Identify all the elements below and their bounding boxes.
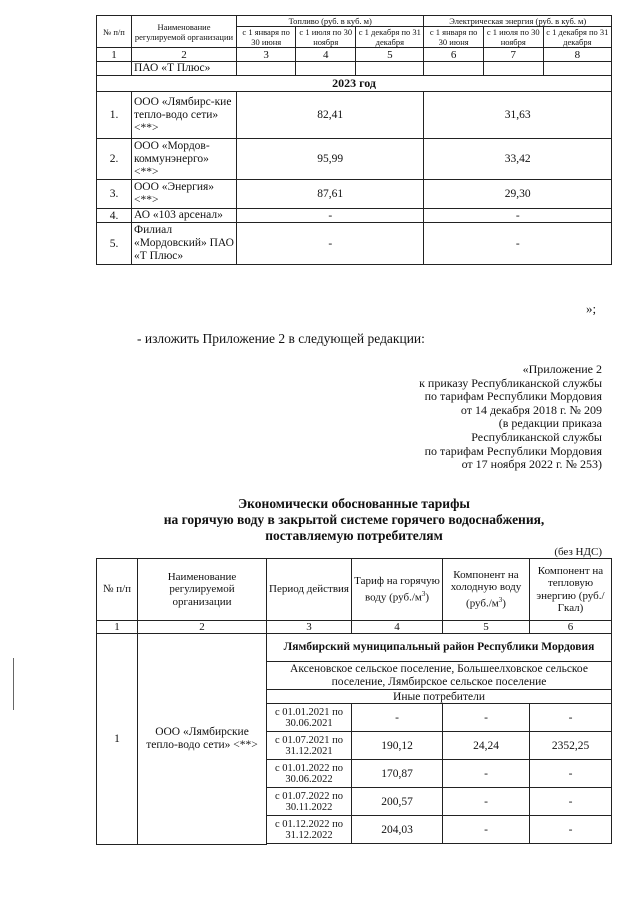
electric-value: -: [424, 209, 612, 223]
col-header-org: Наименование регулируемой организации: [138, 559, 267, 621]
appendix-line: по тарифам Республики Мордовия: [424, 389, 602, 404]
col-number: 1: [97, 48, 132, 62]
fuel-value: 95,99: [237, 139, 424, 180]
col-header-num: № п/п: [97, 16, 132, 48]
period-cell: с 01.01.2022 по 30.06.2022: [267, 760, 352, 788]
table-row: [97, 209, 612, 223]
tariff-cell: 190,12: [352, 732, 443, 760]
col-header-org: Наименование регулируемой организации: [132, 16, 237, 48]
table-row: [97, 92, 612, 139]
col-header-cold: Компонент на холодную воду $(руб./м^3)$: [443, 559, 530, 621]
appendix-line: «Приложение 2: [522, 362, 602, 376]
appendix-reference: [419, 363, 602, 472]
fuel-value: -: [237, 223, 424, 265]
period-cell: с 01.12.2022 по 31.12.2022: [267, 816, 352, 844]
cold-cell: -: [443, 816, 530, 844]
heat-cell: -: [530, 704, 612, 732]
period-header: с 1 января по 30 июня: [237, 27, 296, 48]
fuel-value: 82,41: [237, 92, 424, 139]
settlements: Аксеновское сельское поселение, Большеелховское сельское поселение, Лямбирское сельское поселение: [267, 662, 612, 690]
fuel-value: -: [237, 209, 424, 223]
hot-water-tariff-table: [96, 558, 612, 845]
col-number: 3: [237, 48, 296, 62]
tariff-cell: 200,57: [352, 788, 443, 816]
col-number: 5: [356, 48, 424, 62]
col-header-num: № п/п: [97, 559, 138, 621]
table-row: [97, 180, 612, 209]
period-header: с 1 июля по 30 ноября: [296, 27, 356, 48]
col-number: 2: [132, 48, 237, 62]
table-row: [97, 223, 612, 265]
col-header-fuel: Топливо (руб. в куб. м): [237, 16, 424, 27]
heat-cell: -: [530, 788, 612, 816]
col-header-electric: Электрическая энергия (руб. в куб. м): [424, 16, 612, 27]
heat-cell: -: [530, 760, 612, 788]
col-number: 8: [543, 48, 611, 62]
tariff-cell: 204,03: [352, 816, 443, 844]
title-line: на горячую воду в закрытой системе горячего водоснабжения,: [163, 512, 545, 527]
appendix-line: от 17 ноября 2022 г. № 253): [461, 457, 602, 472]
table-row: [97, 139, 612, 180]
no-vat-note: (без НДС): [554, 546, 602, 558]
fuel-electric-tariff-table: [96, 15, 612, 265]
col-number: 5: [443, 621, 530, 634]
col-number: 6: [530, 621, 612, 634]
cold-cell: -: [443, 760, 530, 788]
org-name: Филиал «Мордовский» ПАО «Т Плюс»: [132, 223, 237, 265]
col-number: 7: [483, 48, 543, 62]
cold-cell: -: [443, 788, 530, 816]
period-header: с 1 июля по 30 ноября: [483, 27, 543, 48]
col-number: 6: [424, 48, 483, 62]
org-name: ООО «Лямбирс-кие тепло-водо сети» <**>: [132, 92, 237, 139]
period-cell: с 01.07.2022 по 30.11.2022: [267, 788, 352, 816]
appendix-line: от 14 декабря 2018 г. № 209: [460, 402, 602, 417]
period-header: с 1 декабря по 31 декабря: [356, 27, 424, 48]
col-header-heat: Компонент на тепловую энергию (руб./Гкал): [530, 559, 612, 621]
fuel-value: 87,61: [237, 180, 424, 209]
tariff-cell: 170,87: [352, 760, 443, 788]
electric-value: -: [424, 223, 612, 265]
row-num: 1.: [97, 92, 132, 139]
org-name: ООО «Лямбирские тепло-водо сети» <**>: [138, 634, 267, 845]
page-title: [96, 496, 612, 544]
appendix-line: Республиканской службы: [471, 429, 602, 444]
col-number: 4: [296, 48, 356, 62]
region-header: Лямбирский муниципальный район Республики Мордовия: [267, 634, 612, 662]
appendix-line: по тарифам Республики Мордовия: [424, 443, 602, 458]
col-header-period: Период действия: [267, 559, 352, 621]
title-line: Экономически обоснованные тарифы: [238, 496, 470, 511]
row-num: 5.: [97, 223, 132, 265]
row-num: 2.: [97, 139, 132, 180]
instruction-text: - изложить Приложение 2 в следующей редакции:: [137, 331, 425, 346]
period-cell: с 01.07.2021 по 31.12.2021: [267, 732, 352, 760]
appendix-line: к приказу Республиканской службы: [419, 375, 602, 390]
tariff-cell: -: [352, 704, 443, 732]
heat-cell: -: [530, 816, 612, 844]
col-number: 3: [267, 621, 352, 634]
appendix-line: (в редакции приказа: [498, 416, 602, 431]
period-header: с 1 декабря по 31 декабря: [543, 27, 611, 48]
period-cell: с 01.01.2021 по 30.06.2021: [267, 704, 352, 732]
org-name: ООО «Энергия» <**>: [132, 180, 237, 209]
period-header: с 1 января по 30 июня: [424, 27, 483, 48]
row-num: 3.: [97, 180, 132, 209]
year-header: 2023 год: [97, 76, 612, 92]
quote-end: »;: [586, 301, 597, 316]
cold-cell: -: [443, 704, 530, 732]
cold-cell: 24,24: [443, 732, 530, 760]
col-number: 1: [97, 621, 138, 634]
electric-value: 31,63: [424, 92, 612, 139]
prev-org-name: ПАО «Т Плюс»: [132, 62, 237, 76]
consumer-type: Иные потребители: [267, 690, 612, 704]
row-num: 1: [97, 634, 138, 845]
electric-value: 33,42: [424, 139, 612, 180]
electric-value: 29,30: [424, 180, 612, 209]
title-line: поставляемую потребителям: [265, 528, 443, 543]
row-num: 4.: [97, 209, 132, 223]
col-number: 4: [352, 621, 443, 634]
col-number: 2: [138, 621, 267, 634]
heat-cell: 2352,25: [530, 732, 612, 760]
org-name: АО «103 арсенал»: [132, 209, 237, 223]
scan-margin-mark: [13, 658, 14, 710]
org-name: ООО «Мордов-коммунэнерго» <**>: [132, 139, 237, 180]
col-header-tariff: Тариф на горячую воду $(руб./м^3)$: [352, 559, 443, 621]
